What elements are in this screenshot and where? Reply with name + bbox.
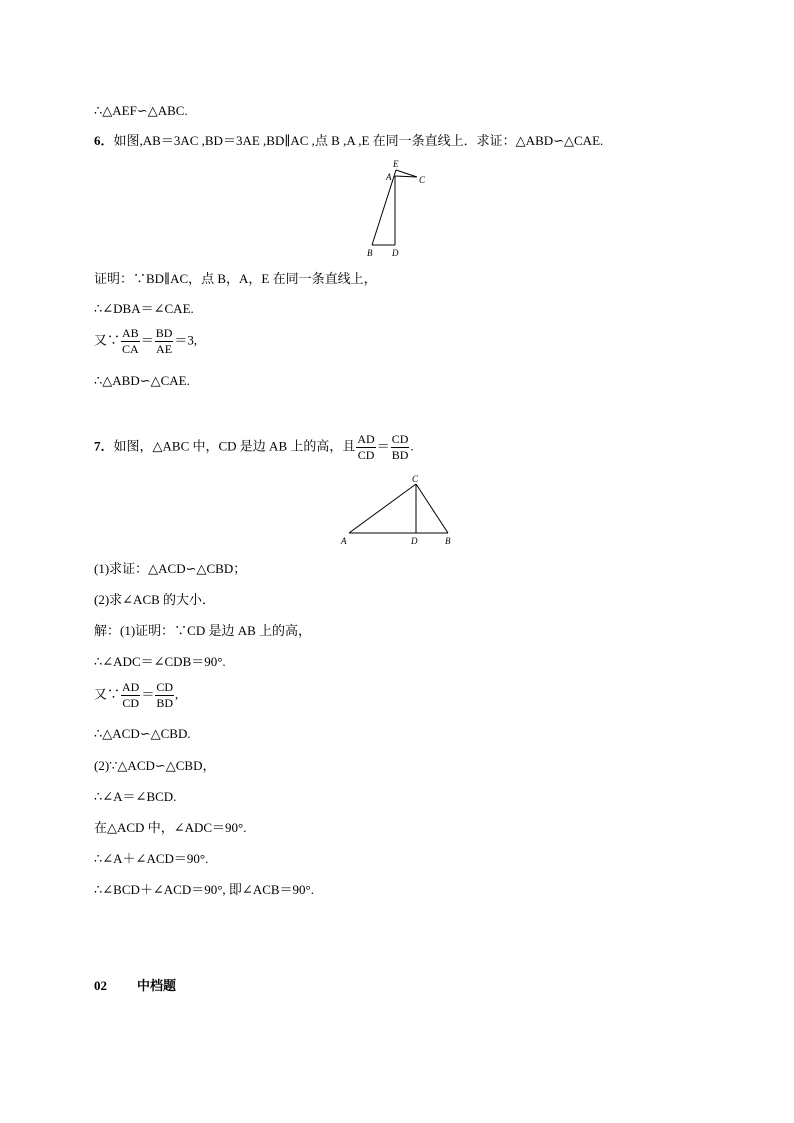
figure-problem-6 [360, 158, 440, 262]
label-B: B [445, 536, 451, 546]
problem-7-sub-2: (2)求∠ACB 的大小． [94, 592, 216, 607]
fraction-numerator: AD [122, 680, 140, 694]
statement-end: . [410, 438, 414, 454]
segment-EB [372, 170, 396, 245]
fraction-numerator: CD [391, 432, 409, 446]
fraction-numerator: AD [357, 432, 375, 446]
label-C: C [419, 175, 426, 185]
problem-7-solution-2: ∴∠ADC＝∠CDB＝90°. [94, 654, 226, 669]
problem-6-proof-4: ∴△ABD∽△CAE. [94, 373, 190, 388]
problem-7-solution-1: 解：(1)证明：∵CD 是边 AB 上的高， [94, 623, 312, 638]
problem-7-solution-7: 在△ACD 中，∠ADC＝90°. [94, 820, 247, 835]
label-D: D [411, 536, 418, 546]
problem-7-solution-5: (2)∵△ACD∽△CBD， [94, 758, 216, 773]
equals-sign: ＝ [140, 332, 154, 348]
fraction-denominator: CA [122, 342, 139, 356]
problem-6-text: 如图,AB＝3AC ,BD＝3AE ,BD∥AC ,点 B ,A ,E 在同一条直线上．求证：△ABD∽△CAE. [113, 133, 604, 148]
fraction-BD-over-AE [155, 326, 174, 357]
segment-AC [349, 484, 416, 533]
problem-7-solution-6: ∴∠A＝∠BCD. [94, 789, 177, 804]
fraction-denominator: BD [156, 696, 174, 710]
section-title: 中档题 [137, 978, 177, 993]
problem-6-proof-3 [94, 326, 197, 357]
fraction-denominator: AE [156, 342, 173, 356]
proof-3-prefix: 又∵ [94, 332, 121, 348]
problem-7-solution-8: ∴∠A＋∠ACD＝90°. [94, 851, 209, 866]
label-E: E [393, 159, 399, 169]
equals-sign: ＝ [376, 438, 390, 454]
fraction-CD-over-BD [391, 432, 410, 463]
problem-7-solution-9: ∴∠BCD＋∠ACD＝90°, 即∠ACB＝90°. [94, 882, 315, 897]
fraction-CD-over-BD [155, 680, 174, 711]
fraction-AB-over-CA [121, 326, 140, 357]
problem-7-text: 如图，△ABC 中，CD 是边 AB 上的高，且 [113, 438, 356, 454]
label-C: C [412, 474, 419, 484]
problem-7-solution-3 [94, 680, 178, 711]
label-B: B [367, 248, 373, 258]
fraction-numerator: BD [155, 326, 173, 340]
conclusion-line: ∴△AEF∽△ABC. [94, 103, 188, 118]
segment-CB [416, 484, 448, 533]
problem-7-solution-4: ∴△ACD∽△CBD. [94, 726, 191, 741]
problem-7-number: 7． [94, 438, 114, 454]
fraction-AD-over-CD [121, 680, 140, 711]
fraction-denominator: CD [357, 448, 375, 462]
solution-3-prefix: 又∵ [94, 686, 121, 702]
fraction-numerator: AB [122, 326, 139, 340]
proof-3-suffix: ＝3, [174, 332, 198, 348]
label-A: A [386, 172, 392, 182]
label-D: D [392, 248, 399, 258]
fraction-denominator: CD [122, 696, 140, 710]
fraction-numerator: CD [156, 680, 174, 694]
problem-7-sub-1: (1)求证：△ACD∽△CBD； [94, 561, 247, 576]
problem-7-statement [94, 432, 414, 463]
problem-6-proof-2: ∴∠DBA＝∠CAE. [94, 301, 194, 316]
section-heading [94, 975, 176, 994]
problem-6-statement [94, 132, 603, 150]
solution-3-suffix: , [175, 686, 179, 702]
fraction-denominator: BD [391, 448, 409, 462]
equals-sign: ＝ [141, 686, 155, 702]
figure-problem-7 [336, 472, 460, 546]
problem-6-number: 6． [94, 133, 114, 148]
section-number: 02 [94, 978, 107, 993]
fraction-AD-over-CD [356, 432, 375, 463]
label-A: A [341, 536, 347, 546]
problem-6-proof-1: 证明：∵BD∥AC，点 B，A，E 在同一条直线上， [94, 271, 377, 286]
